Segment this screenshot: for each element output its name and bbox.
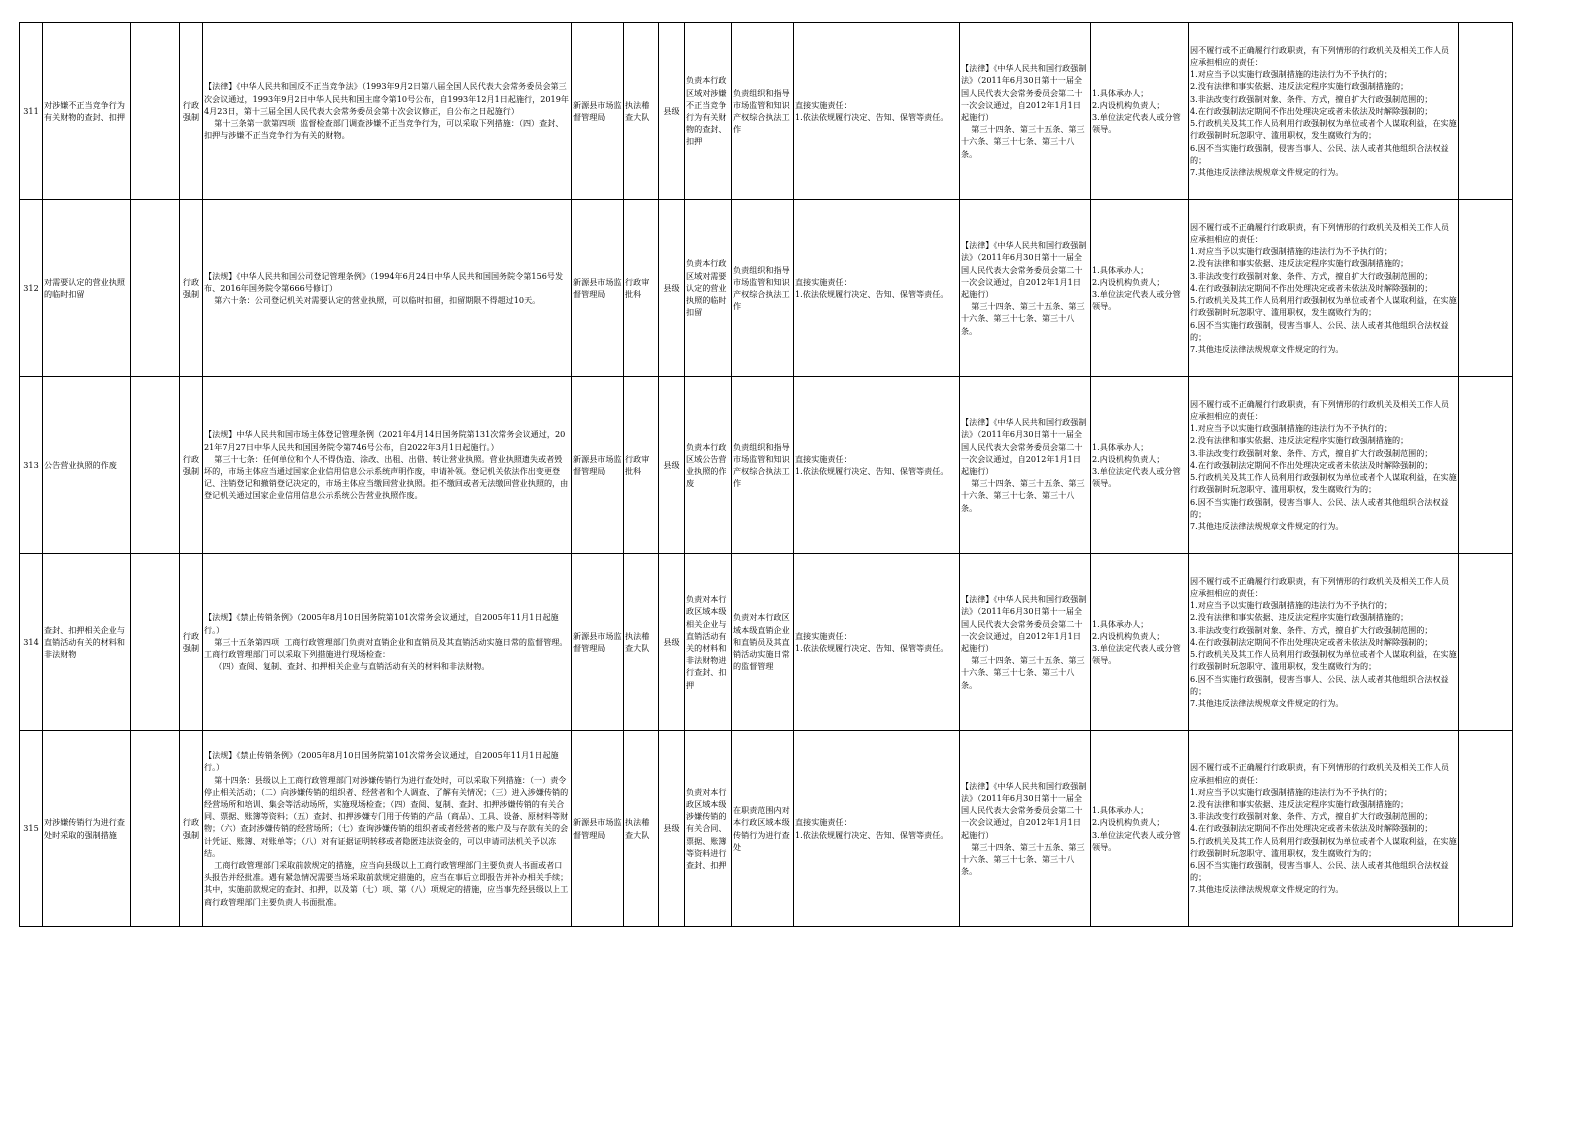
table-row	[20, 731, 1513, 927]
responsibility-items	[794, 377, 960, 554]
row-number-text: 314	[23, 636, 39, 647]
power-category-text: 行政强制	[182, 99, 200, 122]
responsibility-basis-text: 【法律】《中华人民共和国行政强制法》（2011年6月30日第十一届全国人民代表大会常务委员会第二十一次会议通过，自2012年1月1日起施行） 第三十四条、第三十五条、第三十六条、第三十七条、第三十八条。	[961, 240, 1087, 336]
sub-item	[131, 377, 180, 554]
administrative-level-text: 县级	[663, 459, 680, 470]
implementing-department	[572, 200, 624, 377]
power-category	[180, 731, 203, 927]
administrative-level	[659, 554, 685, 731]
row-number-text: 313	[23, 459, 39, 470]
scope-of-power-text: 负责本行政区域对涉嫌不正当竞争行为有关财物的查封、扣押	[686, 75, 727, 147]
row-number-text: 311	[23, 105, 39, 116]
table-row	[20, 554, 1513, 731]
accountability-situations-text: 因不履行或不正确履行行政职责，有下列情形的行政机关及相关工作人员应承担相应的责任： 1.对应当予以实施行政强制措施的违法行为不予执行的； 2.没有法律和事实依据、违反法定程序实施行政强制措施的； 3.非法改变行政强制对象、条件、方式，擅自扩大行政强制范围的； 4.在行政强制法定期间不作出处理决定或者未依法及时解除强制的； 5.行政机关及其工作人员利用行政强制权为单位或者个人谋取利益，在实施行政强制时玩忽职守、滥用职权，发生腐败行为的； 6.因不当实施行政强制，侵害当事人、公民、法人或者其他组织合法权益的； 7.其他违反法律法规规章文件规定的行为。	[1190, 762, 1457, 895]
power-category	[180, 23, 203, 200]
scope-of-power-text: 负责对本行政区域本级相关企业与直销活动有关的材料和非法财物进行查封、扣押	[686, 594, 727, 690]
implementing-department-text: 新源县市场监督管理局	[573, 99, 622, 122]
item-name	[43, 200, 131, 377]
administrative-level-text: 县级	[663, 823, 680, 834]
responsibility-items-text: 直接实施责任： 1.依法依规履行决定、告知、保管等责任。	[795, 817, 949, 840]
accountability-situations	[1189, 200, 1459, 377]
legal-basis-text: 【法规】中华人民共和国市场主体登记管理条例（2021年4月14日国务院第131次常务会议通过，2021年7月27日中华人民共和国国务院令第746号公布，自2022年3月1日起施行。） 第三十七条：任何单位和个人不得伪造、涂改、出租、出借、转让营业执照。营业执照遗失或者毁坏的，市场主体应当通过国家企业信用信息公示系统声明作废，申请补领。登记机关依法作出变更登记、注销登记和撤销登记决定的，市场主体应当缴回营业执照。拒不缴回或者无法缴回营业执照的，由登记机关通过国家企业信用信息公示系统公告营业执照作废。	[204, 429, 569, 501]
legal-basis-text: 【法律】《中华人民共和国反不正当竞争法》（1993年9月2日第八届全国人民代表大会常务委员会第三次会议通过，1993年9月2日中华人民共和国主席令第10号公布，自1993年12月1日起施行，2019年4月23日，第十三届全国人民代表大会常务委员会第十次会议修正，自公布之日起施行） 第十三条第一款第四项 监督检查部门调查涉嫌不正当竞争行为，可以采取下列措施：（四）查封、扣押与涉嫌不正当竞争行为有关的财物。	[204, 81, 569, 141]
accountability-situations	[1189, 377, 1459, 554]
item-name-text: 查封、扣押相关企业与直销活动有关的材料和非法财物	[44, 624, 125, 660]
accountability-situations-text: 因不履行或不正确履行行政职责，有下列情形的行政机关及相关工作人员应承担相应的责任： 1.对应当予以实施行政强制措施的违法行为不予执行的； 2.没有法律和事实依据、违反法定程序实施行政强制措施的； 3.非法改变行政强制对象、条件、方式，擅自扩大行政强制范围的； 4.在行政强制法定期间不作出处理决定或者未依法及时解除强制的； 5.行政机关及其工作人员利用行政强制权为单位或者个人谋取利益，在实施行政强制时玩忽职守、滥用职权，发生腐败行为的； 6.因不当实施行政强制，侵害当事人、公民、法人或者其他组织合法权益的； 7.其他违反法律法规规章文件规定的行为。	[1190, 221, 1457, 354]
implementing-department-text: 新源县市场监督管理局	[573, 817, 622, 840]
row-number	[20, 731, 43, 927]
responsible-unit-text: 行政审批科	[625, 276, 650, 299]
accountability-situations	[1189, 731, 1459, 927]
department-duty-text: 负责对本行政区域本级直销企业和直销员及其直销活动实施日常的监督管理	[733, 612, 790, 672]
legal-basis-text: 【法规】《禁止传销条例》（2005年8月10日国务院第101次常务会议通过，自2005年11月1日起施行。） 第三十五条第四项 工商行政管理部门负责对直销企业和直销员及其直销活动实施日常的监督管理。工商行政管理部门可以采取下列措施进行现场检查： （四）查阅、复制、查封、扣押相关企业与直销活动有关的材料和非法财物。	[204, 612, 568, 672]
responsible-subjects-text: 1.具体承办人； 2.内设机构负责人； 3.单位法定代表人或分管领导。	[1092, 805, 1181, 852]
legal-basis	[203, 377, 572, 554]
item-name	[43, 23, 131, 200]
administrative-level	[659, 200, 685, 377]
item-name	[43, 554, 131, 731]
responsible-unit-text: 行政审批科	[625, 453, 650, 476]
scope-of-power-text: 负责本行政区域公告营业执照的作废	[686, 441, 727, 489]
scope-of-power	[685, 200, 732, 377]
administrative-level-text: 县级	[663, 282, 680, 293]
responsible-unit	[624, 554, 659, 731]
remarks	[1459, 23, 1513, 200]
administrative-level	[659, 23, 685, 200]
responsibility-basis	[960, 23, 1091, 200]
sub-item	[131, 731, 180, 927]
legal-basis-text: 【法规】《中华人民共和国公司登记管理条例》（1994年6月24日中华人民共和国国务院令第156号发布、2016年国务院令第666号修订） 第六十条：公司登记机关对需要认定的营业执照，可以临时扣留，扣留期限不得超过10天。	[204, 270, 564, 306]
remarks	[1459, 731, 1513, 927]
administrative-level-text: 县级	[663, 636, 680, 647]
responsible-unit	[624, 377, 659, 554]
responsibility-basis	[960, 731, 1091, 927]
responsible-subjects	[1091, 23, 1189, 200]
accountability-situations-text: 因不履行或不正确履行行政职责，有下列情形的行政机关及相关工作人员应承担相应的责任： 1.对应当予以实施行政强制措施的违法行为不予执行的； 2.没有法律和事实依据、违反法定程序实施行政强制措施的； 3.非法改变行政强制对象、条件、方式，擅自扩大行政强制范围的； 4.在行政强制法定期间不作出处理决定或者未依法及时解除强制的； 5.行政机关及其工作人员利用行政强制权为单位或者个人谋取利益，在实施行政强制时玩忽职守、滥用职权，发生腐败行为的； 6.因不当实施行政强制，侵害当事人、公民、法人或者其他组织合法权益的； 7.其他违反法律法规规章文件规定的行为。	[1190, 398, 1457, 531]
responsibility-basis-text: 【法律】《中华人民共和国行政强制法》（2011年6月30日第十一届全国人民代表大会常务委员会第二十一次会议通过，自2012年1月1日起施行） 第三十四条、第三十五条、第三十六条、第三十七条、第三十八条。	[961, 594, 1087, 690]
responsible-subjects	[1091, 731, 1189, 927]
implementing-department-text: 新源县市场监督管理局	[573, 630, 622, 653]
responsible-subjects	[1091, 554, 1189, 731]
administrative-level-text: 县级	[663, 105, 680, 116]
table-row	[20, 200, 1513, 377]
responsible-subjects-text: 1.具体承办人； 2.内设机构负责人； 3.单位法定代表人或分管领导。	[1092, 87, 1181, 135]
department-duty-text: 负责组织和指导市场监管和知识产权综合执法工作	[733, 264, 790, 312]
row-number-text: 312	[23, 282, 39, 293]
sub-item	[131, 554, 180, 731]
implementing-department-text: 新源县市场监督管理局	[573, 276, 622, 299]
department-duty	[732, 200, 794, 377]
accountability-situations	[1189, 23, 1459, 200]
department-duty	[732, 23, 794, 200]
implementing-department	[572, 554, 624, 731]
accountability-situations-text: 因不履行或不正确履行行政职责，有下列情形的行政机关及相关工作人员应承担相应的责任： 1.对应当予以实施行政强制措施的违法行为不予执行的； 2.没有法律和事实依据、违反法定程序实施行政强制措施的； 3.非法改变行政强制对象、条件、方式，擅自扩大行政强制范围的； 4.在行政强制法定期间不作出处理决定或者未依法及时解除强制的； 5.行政机关及其工作人员利用行政强制权为单位或者个人谋取利益，在实施行政强制时玩忽职守、滥用职权，发生腐败行为的； 6.因不当实施行政强制，侵害当事人、公民、法人或者其他组织合法权益的； 7.其他违反法律法规规章文件规定的行为。	[1190, 44, 1457, 177]
responsibility-items-text: 直接实施责任： 1.依法依规履行决定、告知、保管等责任。	[795, 276, 949, 299]
responsible-subjects-text: 1.具体承办人； 2.内设机构负责人； 3.单位法定代表人或分管领导。	[1092, 618, 1181, 666]
responsibility-items	[794, 200, 960, 377]
scope-of-power	[685, 23, 732, 200]
department-duty	[732, 554, 794, 731]
implementing-department	[572, 23, 624, 200]
power-category-text: 行政强制	[182, 817, 200, 840]
power-category	[180, 554, 203, 731]
scope-of-power	[685, 377, 732, 554]
responsibility-items-text: 直接实施责任： 1.依法依规履行决定、告知、保管等责任。	[795, 453, 949, 476]
row-number	[20, 23, 43, 200]
implementing-department	[572, 377, 624, 554]
item-name-text: 对需要认定的营业执照的临时扣留	[44, 276, 125, 299]
item-name-text: 公告营业执照的作废	[44, 459, 117, 470]
row-number-text: 315	[23, 823, 39, 834]
responsibility-basis	[960, 200, 1091, 377]
row-number	[20, 377, 43, 554]
item-name	[43, 377, 131, 554]
scope-of-power-text: 负责对本行政区域本级涉嫌传销的有关合同、票据、账簿等资料进行查封、扣押	[686, 786, 727, 870]
remarks	[1459, 377, 1513, 554]
responsible-subjects	[1091, 377, 1189, 554]
legal-basis	[203, 23, 572, 200]
legal-basis	[203, 554, 572, 731]
power-category	[180, 377, 203, 554]
row-number	[20, 554, 43, 731]
responsible-unit-text: 执法稽查大队	[625, 630, 650, 653]
responsibility-items	[794, 731, 960, 927]
responsibility-items	[794, 554, 960, 731]
responsibility-basis-text: 【法律】《中华人民共和国行政强制法》（2011年6月30日第十一届全国人民代表大会常务委员会第二十一次会议通过，自2012年1月1日起施行） 第三十四条、第三十五条、第三十六条、第三十七条、第三十八条。	[961, 780, 1087, 877]
department-duty	[732, 377, 794, 554]
responsibility-basis-text: 【法律】《中华人民共和国行政强制法》（2011年6月30日第十一届全国人民代表大会常务委员会第二十一次会议通过，自2012年1月1日起施行） 第三十四条、第三十五条、第三十六条、第三十七条、第三十八条。	[961, 63, 1087, 159]
item-name	[43, 731, 131, 927]
responsibility-items-text: 直接实施责任： 1.依法依规履行决定、告知、保管等责任。	[795, 630, 949, 653]
item-name-text: 对涉嫌不正当竞争行为有关财物的查封、扣押	[44, 99, 125, 122]
sub-item	[131, 200, 180, 377]
responsible-unit	[624, 23, 659, 200]
responsibility-items	[794, 23, 960, 200]
item-name-text: 对涉嫌传销行为进行查处时采取的强制措施	[44, 817, 125, 840]
responsible-unit-text: 执法稽查大队	[625, 99, 650, 122]
implementing-department	[572, 731, 624, 927]
remarks	[1459, 554, 1513, 731]
department-duty-text: 负责组织和指导市场监管和知识产权综合执法工作	[733, 441, 790, 489]
table-row	[20, 377, 1513, 554]
responsible-subjects	[1091, 200, 1189, 377]
power-category-text: 行政强制	[182, 276, 200, 299]
department-duty	[732, 731, 794, 927]
sub-item	[131, 23, 180, 200]
legal-basis	[203, 731, 572, 927]
responsible-subjects-text: 1.具体承办人； 2.内设机构负责人； 3.单位法定代表人或分管领导。	[1092, 441, 1181, 489]
department-duty-text: 在职责范围内对本行政区域本级传销行为进行查处	[733, 805, 790, 852]
administrative-level	[659, 377, 685, 554]
responsibility-basis	[960, 554, 1091, 731]
scope-of-power	[685, 731, 732, 927]
legal-basis	[203, 200, 572, 377]
scope-of-power-text: 负责本行政区域对需要认定的营业执照的临时扣留	[686, 258, 727, 318]
power-category-text: 行政强制	[182, 630, 200, 653]
accountability-situations	[1189, 554, 1459, 731]
responsibility-items-text: 直接实施责任： 1.依法依规履行决定、告知、保管等责任。	[795, 99, 949, 122]
accountability-situations-text: 因不履行或不正确履行行政职责，有下列情形的行政机关及相关工作人员应承担相应的责任： 1.对应当予以实施行政强制措施的违法行为不予执行的； 2.没有法律和事实依据、违反法定程序实施行政强制措施的； 3.非法改变行政强制对象、条件、方式，擅自扩大行政强制范围的； 4.在行政强制法定期间不作出处理决定或者未依法及时解除强制的； 5.行政机关及其工作人员利用行政强制权为单位或者个人谋取利益，在实施行政强制时玩忽职守、滥用职权，发生腐败行为的； 6.因不当实施行政强制，侵害当事人、公民、法人或者其他组织合法权益的； 7.其他违反法律法规规章文件规定的行为。	[1190, 575, 1457, 708]
responsible-subjects-text: 1.具体承办人； 2.内设机构负责人； 3.单位法定代表人或分管领导。	[1092, 264, 1181, 312]
legal-basis-text: 【法规】《禁止传销条例》（2005年8月10日国务院第101次常务会议通过，自2005年11月1日起施行。） 第十四条：县级以上工商行政管理部门对涉嫌传销行为进行查处时，可以采取下列措施：（一）责令停止相关活动；（二）向涉嫌传销的组织者、经营者和个人调查、了解有关情况；（三）进入涉嫌传销的经营场所和培训、集会等活动场所，实施现场检查；（四）查阅、复制、查封、扣押涉嫌传销的有关合同、票据、账簿等资料；（五）查封、扣押涉嫌专门用于传销的产品（商品）、工具、设备、原材料等财物；（六）查封涉嫌传销的经营场所；（七）查询涉嫌传销的组织者或者经营者的账户及与存款有关的会计凭证、账簿、对账单等；（八）对有证据证明转移或者隐匿违法资金的，可以申请司法机关予以冻结。 工商行政管理部门采取前款规定的措施，应当向县级以上工商行政管理部门主要负责人书面或者口头报告并经批准。遇有紧急情况需要当场采取前款规定措施的，应当在事后立即报告并补办相关手续；其中，实施前款规定的查封、扣押，以及第（七）项、第（八）项规定的措施，应当事先经县级以上工商行政管理部门主要负责人书面批准。	[204, 750, 569, 907]
implementing-department-text: 新源县市场监督管理局	[573, 453, 622, 476]
power-list-table	[19, 22, 1513, 927]
table-row	[20, 23, 1513, 200]
responsibility-basis	[960, 377, 1091, 554]
responsible-unit-text: 执法稽查大队	[625, 817, 650, 840]
responsible-unit	[624, 200, 659, 377]
scope-of-power	[685, 554, 732, 731]
power-category	[180, 200, 203, 377]
administrative-level	[659, 731, 685, 927]
department-duty-text: 负责组织和指导市场监管和知识产权综合执法工作	[733, 87, 790, 135]
remarks	[1459, 200, 1513, 377]
row-number	[20, 200, 43, 377]
responsibility-basis-text: 【法律】《中华人民共和国行政强制法》（2011年6月30日第十一届全国人民代表大会常务委员会第二十一次会议通过，自2012年1月1日起施行） 第三十四条、第三十五条、第三十六条、第三十七条、第三十八条。	[961, 417, 1087, 513]
responsible-unit	[624, 731, 659, 927]
power-category-text: 行政强制	[182, 453, 200, 476]
